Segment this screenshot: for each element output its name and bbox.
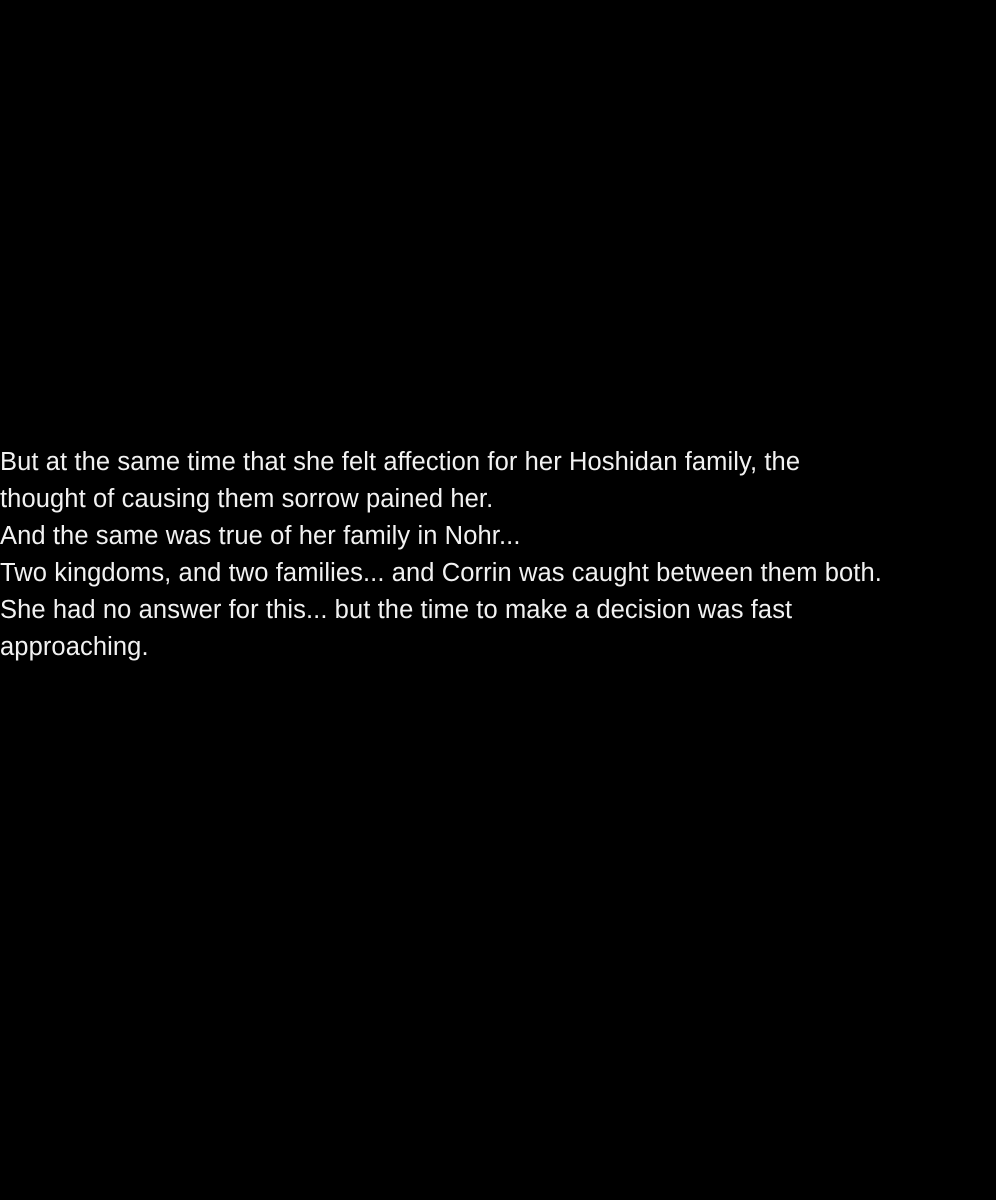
narration-line: And the same was true of her family in Nohr... [0,522,521,550]
narration-line: approaching. [0,633,149,661]
narration-line: But at the same time that she felt affection for her Hoshidan family, the [0,448,801,476]
narration-text-block [0,444,996,666]
narration-line: She had no answer for this... but the time to make a decision was fast [0,596,793,624]
narration-line: Two kingdoms, and two families... and Corrin was caught between them both. [0,559,882,587]
narration-line: thought of causing them sorrow pained her. [0,485,494,513]
